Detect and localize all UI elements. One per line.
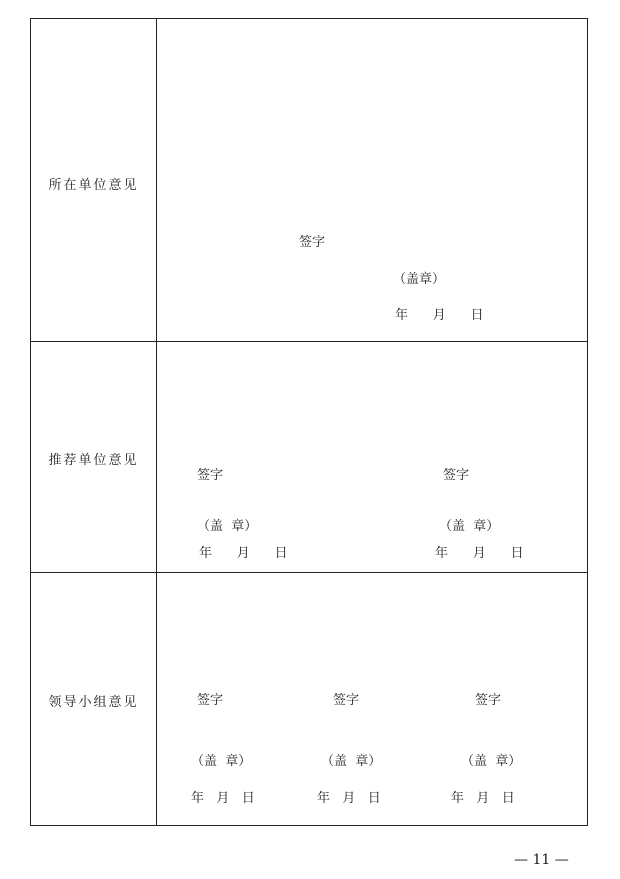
row-label-leadership-opinion: 领导小组意见	[48, 695, 139, 710]
page-number: — 11 —	[514, 852, 569, 868]
signature-label: 签字	[443, 468, 470, 483]
date-label: 年 月 日	[435, 546, 524, 561]
approval-table	[30, 18, 588, 826]
seal-label: （盖 章）	[461, 754, 522, 769]
row-label-recommend-opinion: 推荐单位意见	[48, 453, 139, 468]
date-label: 年 月 日	[191, 791, 255, 806]
date-label: 年 月 日	[317, 791, 381, 806]
signature-label: 签字	[475, 693, 502, 708]
date-label: 年 月 日	[451, 791, 515, 806]
column-divider	[156, 19, 157, 825]
date-label: 年 月 日	[395, 308, 484, 323]
signature-label: 签字	[333, 693, 360, 708]
row-divider-2	[31, 572, 587, 573]
seal-label: （盖 章）	[191, 754, 252, 769]
row-label-unit-opinion: 所在单位意见	[48, 178, 139, 193]
signature-label: 签字	[299, 235, 326, 250]
signature-label: 签字	[197, 468, 224, 483]
seal-label: （盖 章）	[439, 519, 500, 534]
signature-label: 签字	[197, 693, 224, 708]
seal-label: （盖章）	[393, 272, 446, 287]
seal-label: （盖 章）	[321, 754, 382, 769]
date-label: 年 月 日	[199, 546, 288, 561]
row-divider-1	[31, 341, 587, 342]
seal-label: （盖 章）	[197, 519, 258, 534]
